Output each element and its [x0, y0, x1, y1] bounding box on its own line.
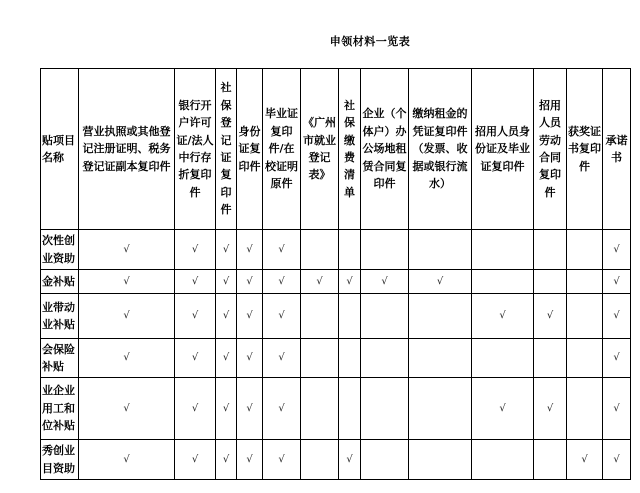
check-mark-cell: √ — [79, 294, 175, 339]
col-header-10: 招用人员劳动合同复印件 — [534, 69, 567, 230]
check-mark-cell: √ — [237, 230, 263, 270]
check-mark-cell: √ — [79, 270, 175, 294]
check-mark-cell: √ — [361, 270, 409, 294]
col-header-7: 企业（个体户）办公场地租赁合同复印件 — [361, 69, 409, 230]
check-mark-cell: √ — [216, 339, 237, 378]
empty-cell — [472, 270, 534, 294]
check-mark-cell: √ — [237, 378, 263, 440]
col-header-12: 承诺书 — [603, 69, 631, 230]
empty-cell — [301, 294, 339, 339]
check-mark-cell: √ — [567, 440, 603, 480]
row-label: 业带动业补贴 — [41, 294, 79, 339]
check-mark-cell: √ — [263, 294, 301, 339]
empty-cell — [409, 294, 472, 339]
empty-cell — [567, 270, 603, 294]
check-mark-cell: √ — [175, 378, 216, 440]
empty-cell — [472, 230, 534, 270]
table-title: 申领材料一览表 — [329, 35, 411, 48]
row-label: 业企业用工和位补贴 — [41, 378, 79, 440]
empty-cell — [534, 270, 567, 294]
empty-cell — [534, 230, 567, 270]
check-mark-cell: √ — [472, 378, 534, 440]
table-row — [41, 230, 631, 270]
check-mark-cell: √ — [216, 294, 237, 339]
check-mark-cell: √ — [216, 440, 237, 480]
empty-cell — [567, 339, 603, 378]
row-label: 次性创业资助 — [41, 230, 79, 270]
check-mark-cell: √ — [175, 270, 216, 294]
empty-cell — [361, 294, 409, 339]
check-mark-cell: √ — [237, 294, 263, 339]
col-header-3: 身份证复印件 — [237, 69, 263, 230]
check-mark-cell: √ — [216, 378, 237, 440]
empty-cell — [361, 378, 409, 440]
empty-cell — [409, 230, 472, 270]
row-label: 秀创业目资助 — [41, 440, 79, 480]
empty-cell — [339, 294, 361, 339]
check-mark-cell: √ — [603, 294, 631, 339]
check-mark-cell: √ — [175, 339, 216, 378]
check-mark-cell: √ — [534, 294, 567, 339]
check-mark-cell: √ — [603, 440, 631, 480]
empty-cell — [567, 230, 603, 270]
empty-cell — [472, 440, 534, 480]
empty-cell — [301, 230, 339, 270]
empty-cell — [361, 230, 409, 270]
col-header-5: 《广州市就业登记表》 — [301, 69, 339, 230]
corner-header: 贴项目名称 — [41, 69, 79, 230]
check-mark-cell: √ — [263, 270, 301, 294]
check-mark-cell: √ — [603, 270, 631, 294]
check-mark-cell: √ — [79, 378, 175, 440]
col-header-4: 毕业证复印件/在校证明原件 — [263, 69, 301, 230]
check-mark-cell: √ — [339, 440, 361, 480]
check-mark-cell: √ — [409, 270, 472, 294]
empty-cell — [534, 339, 567, 378]
check-mark-cell: √ — [603, 339, 631, 378]
check-mark-cell: √ — [216, 230, 237, 270]
check-mark-cell: √ — [175, 230, 216, 270]
empty-cell — [534, 440, 567, 480]
check-mark-cell: √ — [603, 378, 631, 440]
empty-cell — [301, 378, 339, 440]
empty-cell — [567, 378, 603, 440]
empty-cell — [361, 440, 409, 480]
empty-cell — [339, 230, 361, 270]
col-header-6: 社保缴费清单 — [339, 69, 361, 230]
check-mark-cell: √ — [534, 378, 567, 440]
col-header-0: 营业执照或其他登记注册证明、税务登记证副本复印件 — [79, 69, 175, 230]
check-mark-cell: √ — [237, 339, 263, 378]
check-mark-cell: √ — [175, 440, 216, 480]
table-row — [41, 339, 631, 378]
check-mark-cell: √ — [263, 339, 301, 378]
check-mark-cell: √ — [263, 440, 301, 480]
check-mark-cell: √ — [79, 440, 175, 480]
check-mark-cell: √ — [339, 270, 361, 294]
empty-cell — [361, 339, 409, 378]
empty-cell — [409, 440, 472, 480]
empty-cell — [409, 339, 472, 378]
table-row — [41, 294, 631, 339]
header-row — [41, 69, 631, 230]
check-mark-cell: √ — [79, 230, 175, 270]
empty-cell — [301, 440, 339, 480]
col-header-1: 银行开户许可证/法人中行存折复印件 — [175, 69, 216, 230]
check-mark-cell: √ — [472, 294, 534, 339]
check-mark-cell: √ — [216, 270, 237, 294]
check-mark-cell: √ — [175, 294, 216, 339]
check-mark-cell: √ — [79, 339, 175, 378]
table-row — [41, 378, 631, 440]
empty-cell — [339, 339, 361, 378]
check-mark-cell: √ — [263, 378, 301, 440]
check-mark-cell: √ — [603, 230, 631, 270]
col-header-11: 获奖证书复印件 — [567, 69, 603, 230]
check-mark-cell: √ — [263, 230, 301, 270]
check-mark-cell: √ — [237, 440, 263, 480]
row-label: 金补贴 — [41, 270, 79, 294]
empty-cell — [409, 378, 472, 440]
empty-cell — [301, 339, 339, 378]
table-row — [41, 270, 631, 294]
empty-cell — [472, 339, 534, 378]
check-mark-cell: √ — [237, 270, 263, 294]
check-mark-cell: √ — [301, 270, 339, 294]
table-row — [41, 440, 631, 480]
materials-table — [40, 68, 631, 480]
empty-cell — [567, 294, 603, 339]
row-label: 会保险补贴 — [41, 339, 79, 378]
col-header-8: 缴纳租金的凭证复印件（发票、收据或银行流水） — [409, 69, 472, 230]
table-body — [41, 230, 631, 480]
col-header-9: 招用人员身份证及毕业证复印件 — [472, 69, 534, 230]
col-header-2: 社保登记证复印件 — [216, 69, 237, 230]
empty-cell — [339, 378, 361, 440]
